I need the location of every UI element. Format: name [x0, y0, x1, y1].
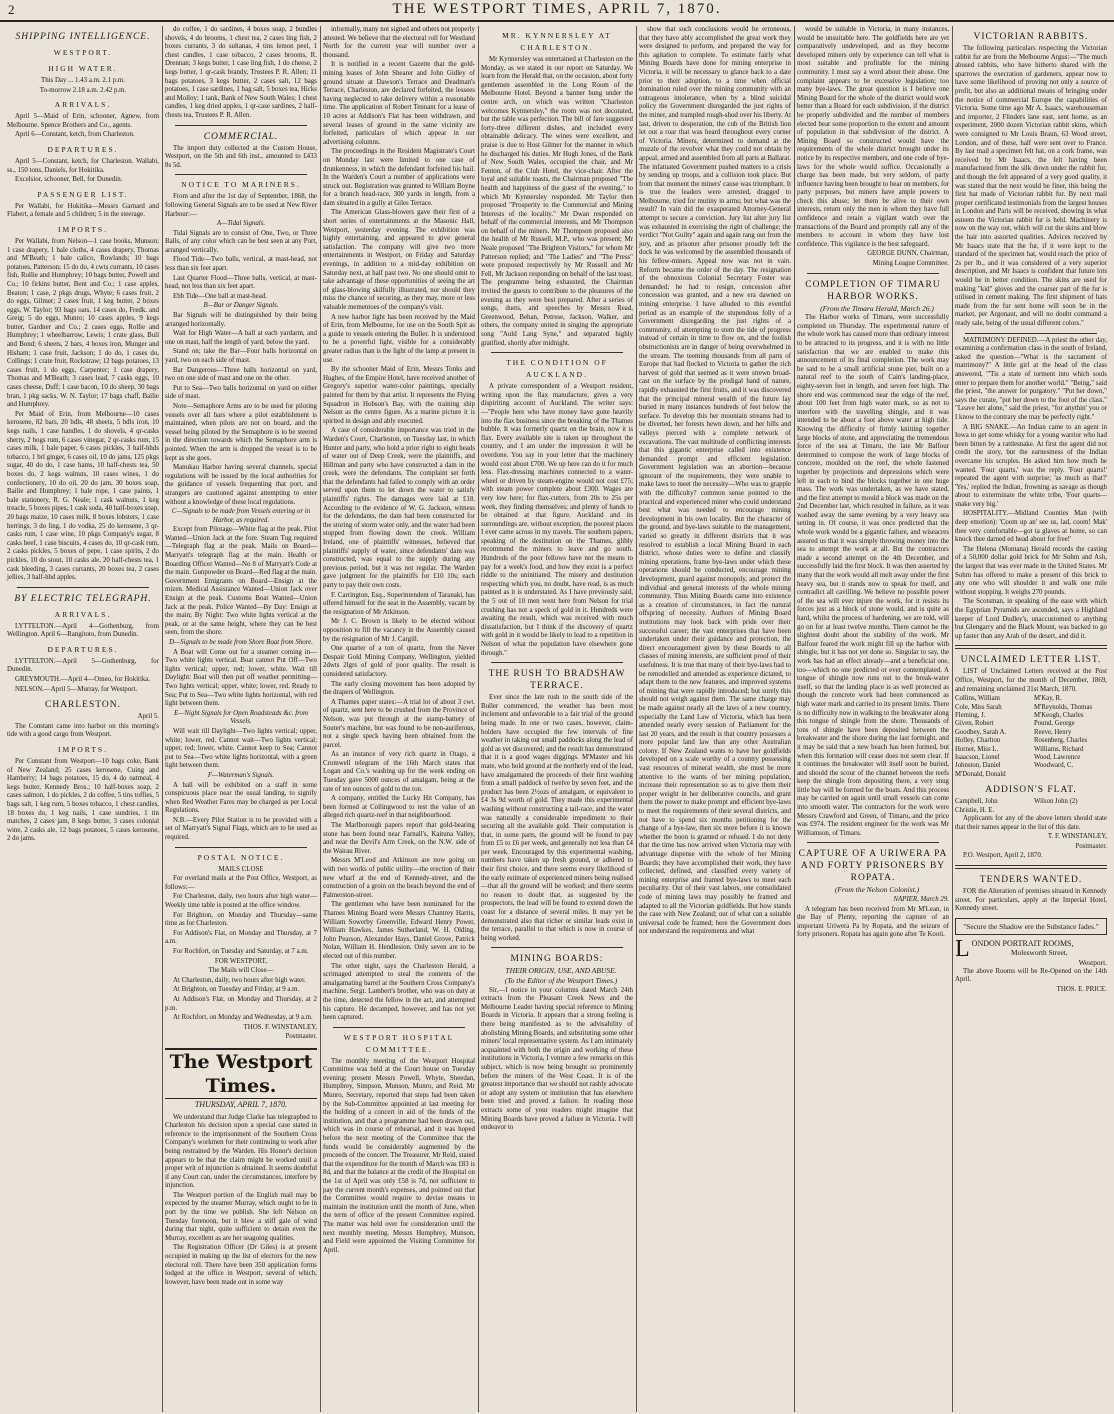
news-paragraph: By the schooner Maid of Erin, Messrs Tonks and Hughes, of the Empire Hotel, have received another of Gregory's superior water-color paintings, specially painted for them by that artist. It represents the Flying Squadron in Hobson's Bay, with the training ship Nelson as the centre figure. As a marine picture it is spirited in design and ably executed.: [323, 366, 475, 425]
shadow-notice: "Secure the Shadow ere the Substance fades.": [955, 918, 1107, 935]
commercial-heading: COMMERCIAL.: [203, 131, 279, 142]
news-paragraph: As an instance of very rich quartz in Otago, a Cromwell telegram of the 16th March states that Logan and Co.'s washing up for the week ending on Tuesday gave 5000 ounces of amalgam, being at the rate of ten ounces of gold to the ton.: [323, 751, 475, 793]
waterman-heading: F—Waterman's Signals.: [207, 771, 275, 779]
charleston-date: April 5.: [137, 713, 159, 721]
news-paragraph: The early closing movement has been adopted by the drapers of Wellington.: [323, 680, 475, 697]
postal-heading: POSTAL NOTICE.: [197, 852, 285, 862]
tide-today: This Day ... 1.43 a.m. 2.1 p.m.: [40, 77, 126, 84]
postal-line: For Charleston, daily, two hours after high water—Weekly time table is posted at the office window.: [165, 893, 317, 910]
london-address: Molesworth Street,: [1011, 948, 1068, 958]
timaru-source: (From the Timaru Herald, March 26.): [820, 303, 934, 313]
list-item: Rosenberg, Charles: [1034, 737, 1088, 745]
postmaster-signature: THOS. F. WINSTANLEY,: [243, 1023, 317, 1031]
divider: [17, 587, 149, 588]
charleston-imports-heading: IMPORTS.: [58, 745, 108, 755]
commercial-text: The import duty collected at the Custom House, Westport, on the 5th and 6th inst., amounted to £433 8s 5d.: [165, 144, 317, 169]
news-paragraph: The Marlborough papers report that gold-bearing stone has been found near Farnall's, Kaituna Valley, and near the Devil's Arm Creek, on the N.W. side of the Wairau River.: [323, 822, 475, 855]
divider: [807, 842, 939, 843]
news-paragraph: The gentlemen who have been nominated for the Thames Mining Board were Messrs Chantrey Harris, William Sowerby Greenville, Edward Henry Power, William Hawkes, James Sutherland, W. H. Olding, John Pearson, Alexander Hays, Daniel Grove, Patrick Nolan, William H. Hendlesion. Only seven are to be elected out of this number.: [323, 901, 475, 960]
mails-will-close: The Mails will Close—: [208, 967, 274, 975]
tidal-text: Tidal Signals are to consist of One, Two, or Three Balls, of any color which can be best seen at any Port, arranged vertically.: [165, 229, 317, 254]
news-paragraph: The American Glass-blowers gave their first of a short series of entertainments at the Masonic Hall, Westport, yesterday evening. The exhibition was highly entertaining, and appeared to give general satisfaction. The company will give two more entertainments in Westport, on Friday and Saturday evenings, in addition to a mid-day exhibition on Saturday next, at half past two. No one should omit to take advantage of these opportunities of seeing the art of glass-blowing skilfully illustrated, nor should they miss the chance of securing, as they may, more or less valuable mementoes of the company's visit.: [323, 209, 475, 311]
news-paragraph: A case of considerable importance was tried in the Warden's Court, Charleston, on Tuesday last, in which Hunter and party, who hold a prior right to eight heads of water out of Deep Creek, were the plaintiffs, and Hillman and party who have constructed a dam in the creek, were the defendants. The complaint set forth that the defendants had failed to comply with an order served upon them to let down the water to satisfy plaintiffs' rights. The damages were laid at £18. According to the evidence of W. G. Jackson, witness for the defendants, the dam had been constructed for the storing of storm water only, and the water had been stopped from flowing down the creek. William Ireland, one of plaintiffs' witnesses, believed that plaintiffs' supply of water, since defendants' dam was constructed, was equal to the supply during any previous period, but it was not regular. The Warden gave judgment for the plaintiffs for £10 10s; each party to pay their own costs.: [323, 427, 475, 589]
divider: [491, 662, 623, 663]
column-6: [794, 26, 952, 1412]
list-item: Woodward, C.: [1034, 762, 1074, 770]
danger-text: Bar Signals will be distinguished by their being arranged horizontally.: [165, 312, 317, 328]
list-item: Goodbey, Sarah A.: [955, 728, 1007, 736]
bradshaw-heading: THE RUSH TO BRADSHAW TERRACE.: [488, 669, 626, 692]
editorial-paragraph: We understand that Judge Clarke has telegraphed to Charleston his decision upon a special case stated in reference to the imprisonment of the Southern Cross Company's workmen for their continuing to work after being restrained by the Warden. His Honor's decision appears to be that the claim might be worked until a proper writ of injunction is obtained. It seems doubtful if any Court can, under the circumstances, interfere by injunction.: [165, 1113, 317, 1190]
news-paragraph: A Thames paper states:—A trial lot of about 3 cwt. of quartz, sent here to be crushed from the Province of Nelson, was put through at the stamp-battery of Souter's machine, but was found to be non-auriferous, not a single speck having been obtained from the parcel.: [323, 698, 475, 749]
telegraph-heading: BY ELECTRIC TELEGRAPH.: [14, 593, 152, 604]
divider: [175, 125, 307, 126]
news-paragraph: Mr J. C. Brown is likely to be elected without opposition to fill the vacancy in the Assembly caused by the resignation of Mr J. Cargill.: [323, 618, 475, 643]
arrivals-heading: ARRIVALS.: [54, 100, 112, 110]
names-left: [955, 695, 1028, 779]
d-signals-heading: D—Signals to be made from Shore Boat from Shore.: [169, 639, 313, 646]
london-signer: THOS. E. PRICE.: [1056, 985, 1107, 993]
letter-signature: GEORGE DUNN, Chairman,: [867, 250, 949, 258]
e-signals-heading: E—Night Signals for Open Roadsteads &c. from Vessels.: [174, 709, 308, 726]
manukau-text: Manukau Harbor having several channels, special regulations will be issued by the local authorities for the guidance of vessels frequenting that port, and strangers are cautioned against attempting to enter without a knowledge of these local regulations.: [165, 464, 317, 506]
addison-heading: ADDISON'S FLAT.: [985, 785, 1077, 796]
divider: [491, 947, 623, 948]
hospital-text: The monthly meeting of the Westport Hospital Committee was held at the Court house on Tuesday evening; present Messrs Powell, Whyte, Sheedan, Humphrey, Simpson, Munson, Munro, and Reid. Mr Munro, Secretary, reported that steps had been taken by the Sub-Committee appointed at last meeting for the holding of a concert in aid of the funds of the institution, and that a programme had been drawn out, which was in course of rehearsal, and it was hoped before the next meeting of the Committee that the funds would be considerably augmented by the proceeds of the concert. The Treasurer, Mr Reid, stated that the expenditure for the month of March was £83 is 8d, and that the balance at the credit of the Hospital on the 1st of April was only £58 is 7d, not sufficient to pay the current month's expenses, and pointed out that the Committee would require to devise means to maintain the institution until the month of June, when the term of office of the present Committee expired. The matter was held over for consideration until the next monthly meeting. Messrs Humphrey, Munson, and Field were appointed the Visiting Committee for April.: [323, 1057, 475, 1254]
arrival-entry: April 6—Constant, ketch, from Charleston.: [15, 131, 135, 139]
list-item: Horner, Miss L.: [955, 745, 999, 753]
telegraph-arrival: LYTTELTON.—April 4—Gothenburg, from Wellington. April 6—Rangitoto, from Dunedin.: [7, 622, 159, 639]
stand-text: Stand on; take the Bar—Four balls horizontal on yard, two on each side of mast.: [165, 348, 317, 364]
divider: [175, 174, 307, 175]
columns: [4, 26, 1110, 1412]
addison-note: Applicants for any of the above letters should state that their names appear in the list of this date.: [955, 815, 1107, 831]
waterman-text: A ball will be exhibited on a staff in some conspicuous place near the usual landing, to signify when Red Weather Fares may be charged as per Local Regulations.: [165, 781, 317, 815]
postal-line: At Rochfort, on Monday and Wednesday, at 9 a.m.: [173, 1014, 313, 1022]
list-item: Christie, H. E.: [955, 806, 995, 814]
postmaster-title: Postmaster.: [285, 1033, 317, 1041]
double-rule: [955, 645, 1107, 649]
postal-line: At Addison's Flat, on Monday and Thursday, at 2 p.m.: [165, 995, 317, 1012]
capture-source: (From the Nelson Colonist.): [834, 885, 920, 895]
danger-signals-heading: B—Bar or Danger Signals.: [203, 302, 279, 310]
drop-cap: L: [955, 936, 970, 963]
mariners-intro: From and after the 1st day of September, 1868, the following General Signals are to be used at New River Harbour:—: [165, 193, 317, 218]
imports-continued: do coffee, 1 do sardines, 4 boxes soap, 2 bundles shovels, 4 do brooms, 1 chest tea, 2 cases ling fish, 2 boxes currants, 3 do sultanas, 4 tins lemon peel, 1 chest candles, 1 case tobacco, 2 cases brooms, R. Drennan; 3 kegs butter, 1 case ling fish, 1 do cheese, 2 kegs butter, 1 qr-cask brandy, Trustees P. R. Allen; 11 bags potatoes, 3 kegs butter, 2 cases salt, 12 bags potatoes, 1 case sardines, 1 bag salt, 5 boxes tea, Hicks and Molloy; 1 tank, Bank of New South Wales; 1 chest candles, 1 keg dried apples, 1 qr-case sardines, 2 half-chests tea, Trustees P. R. Allen.: [165, 26, 317, 119]
c-signals-heading: C—Signals to be made from Vessels entering or in Harbor, as required.: [171, 508, 311, 524]
mining-text-final: would be suitable in Victoria, in many instances, would be unsuitable here. The goldfields here are yet comparatively undeveloped, and as they become developed miners only by experience can tell what is most suitable and profitable for the mining community. I must say a word about their abuse. One complaint appears to be excessive legislation; too many bye-laws. The great question is I believe one Mining Board for the whole of the district would work better than a Board for each subdivision, if the district be properly subdivided and the number of members elected bear some proportion to the extent and amount of population in that subdivision of the district. A Mining Board so constructed would have the requirements of the whole district brought under its notice by its respective members, and one code of bye-laws for the whole would suffice. Occasionally a charge has been made, but very seldom, of party influence having been brought to bear on members, for party purposes, but miners have ample powers to check this abuse; let them be alive to their own interests, return only the men in whom they have full confidence and retain a vigilant watch over the transactions of the Board and promptly call any of the members to account in whom they have lost confidence. This vigilance is the best safeguard.: [797, 26, 949, 248]
divider: [333, 1027, 465, 1028]
boat-text: A Boat will Come out for a steamer coming in—Two white lights vertical. Boat cannot Put Off—Two lights vertical; upper, red; lower, white. Wait till Daylight: Boat will then put off weather permitting—Two lights vertical; upper, white; lower, red. Ready to Sea; Put to Sea—Two white lights horizontal, with red light between them.: [165, 648, 317, 708]
column-2: [162, 26, 320, 1412]
news-paragraph: Messrs M'Leod and Atkinson are now going on with two works of public utility—the erection of their new wharf at the end of Kennedy-street, and the construction of a groin on the beach beyond the end of Palmerston-street.: [323, 857, 475, 899]
addison-signer: T. F. WINSTANLEY,: [1047, 833, 1107, 841]
bradshaw-text: Ever since the late rush to the south side of the Buller commenced, the weather has been most inclement and unfavorable to a fair trial of the ground being made. In one or two cases, however, claim-holders have occupied the few intervals of fine weather in taking out small paddocks along the lead of gold as yet discovered; and the result has demonstrated that it is a good wages diggings. M'Master and his mate, who hold ground at the northerly end of the lead, have amalgamated the proceeds of their first washing from a small paddock of twelve by seven feet, and the product has been 2½ozs of amalgam, or equivalent to £4 3s 9d worth of gold. They made this experimental washing without constructing a tail-race, and the water was naturally a considerable impediment to their securing all the available gold. Their computation is that, in some parts, the ground will be found to pay from £5 to £6 per week, and generally not less than £4 per week. Encouraged by this experimental washing, numbers have taken up fresh ground, or adhered to their first choice, and there seems every likelihood of the early estimate of experienced miners being realised—that all the ground will be worked; and there seems no reason to doubt that, as suggested by the prospectors, the lead will be found to extend down the coast for a distance of several miles. It may yet be demonstrated also that richer or similar leads exist in the terrace, parallel to that which is now in course of being worked.: [481, 694, 633, 942]
charleston-text: The Constant came into harbor on this morning's tide with a good cargo from Westport.: [7, 722, 159, 739]
list-item: Collins, William: [955, 695, 1000, 703]
mails-close: MAILS CLOSE: [218, 865, 264, 873]
editorial-paragraph: The Registration Officer (Dr Giles) is at present occupied in making up the list of electors for the new electoral roll. There have been 350 application forms lodged at the office in Westport, several of which, however, have been made out in some way: [165, 1244, 317, 1286]
editorial-paragraph: The Westport portion of the English mail may be expected by the steamer Murray, which ought to be in port by the time we publish. She left Nelson on Tuesday forenoon, but it blew a stiff gale of wind during that night, quite sufficient to detain even the Murray, excellent as are her seagoing qualities.: [165, 1191, 317, 1242]
unclaimed-names: [955, 695, 1107, 779]
imports-heading: IMPORTS.: [58, 224, 108, 234]
list-item: M'Reynolds, Thomas: [1034, 703, 1093, 711]
telegraph-departures-heading: DEPARTURES.: [47, 644, 119, 654]
capture-heading: CAPTURE OF A URIWERA PA AND FORTY PRISONERS BY ROPATA.: [798, 849, 948, 884]
sea-text: Put to Sea—Two balls horizontal on yard on either side of mast.: [165, 384, 317, 401]
timaru-text: The Harbor works of Timaru, were successfully completed on Thursday. The experimental nature of the whole work has caused more than ordinary interest to be attracted to its progress, and it is with no little satisfaction that we are enabled to make this announcement of its final completion. The work may be said to be a small artificial stone pier, built on a natural reef to the south of Cain's landing-place, eighty-seven feet in length, and seven feet high. The shore end was commenced near the edge of the reef, about 100 feet from high water mark, so as not to interfere with the travelling shingle, and it was intended to be about a foot above water at high tide. Knowing the difficulty of firmly knitting together large blocks of stone, and appreciating the tremendous force of the sea at Timaru, the late Mr Balfour determined to compose the work of large blocks of concrete, moulded on the reef, the whole fastened together by projections and depressions which were left in each to bind the blocks together in one huge mass. The work was undertaken, as we have stated, and the first attempt to mould a block was made on the 2nd December last, which resulted in failure, as it was washed away the same evening by a very heavy sea setting in. Of course, it was once predicted that the whole work would be a gigantic failure, and wiseacres assured us that it was simply throwing money into the sea to attempt the work at all. But the contractors made a second attempt on the 4th December, and successfully laid the first block. It was then asserted by many that the work would all melt away under the first heavy sea, but it stands now to speak for itself, and contradict all cavilling. We believe no possible power of the sea will ever injure the work, for it resists its forces just as a block of stone would, and is quite as hard, whilst the process of hardening, we are told, will go on for at least twelve months. There cannot be the slightest doubt about the stability of the work. Mr Balfour feared the work might fill up the harbor with shingle, but it has not yet done so. Singular to say, the work has had an effect already—and a beneficial one, too—which no one predicted or ever contemplated. A tongue of shingle now runs out to the break-water itself, so that the landing place is as well protected as though the concrete work had been commenced as high water mark and carried to its present limits. There is no difficulty now in walking to the breakwater along this tongue of shingle from the shore. Thousands of tons of shingle have been deposited between the breakwater and the shore during the last fortnight, and it may be said that a new beach has been formed, but when this formation will cease does not seem clear. If it continues the breakwater will itself soon be buried, and should the scour of the channel between the reefs keep the shingle from depositing there, a very snug little bay will be formed for the boats. And this process may be carried on again until small vessels can come into smooth water. The contractors for the work were Messrs Crawford and Green, of Timaru, and the price was £974. The resident engineer for the work was Mr Williamson, of Timaru.: [797, 314, 949, 837]
london-heading: ONDON PORTRAIT ROOMS,: [971, 939, 1074, 949]
double-rule: [955, 865, 1107, 869]
helena-text: The Helena (Montana) Herald records the casting of a 50,000 dollar gold brick for Mr Sohm and Ash, the largest that was ever made in the United States. Mr Sohm has offered to make a present of this brick to any one who will shoulder it and walk one mile without stopping. It weighs 270 pounds.: [955, 545, 1107, 596]
passenger-list-heading: PASSENGER LIST.: [37, 189, 129, 199]
telegraph-departure: LYTTELTON.—April 5—Gothenburg, for Dunedin.: [7, 657, 159, 674]
divider: [491, 352, 623, 353]
charleston-heading: CHARLESTON.: [44, 700, 121, 711]
tidal-signals-heading: A—Tidal Signals.: [216, 220, 266, 228]
column-5: [636, 26, 794, 1412]
list-item: Wilson John (2): [1034, 798, 1078, 806]
postal-intro: For overland mails at the Post Office, Westport, as follows:—: [165, 875, 317, 891]
auckland-heading: THE CONDITION OF AUCKLAND.: [506, 358, 608, 380]
hospital-heading: WESTPORT HOSPITAL COMMITTEE.: [343, 1032, 455, 1054]
column-1: [4, 26, 162, 1412]
signal-list: Except from Pilotage—White flag at the peak. Pilot Wanted—Union Jack at the fore. Steam Tug required—Telegraph flag at the peak. Mails on Board—Marryatt's telegraph flag at the main. Health or Boarding Officer Wanted—No 8 of Marryatt's Code at the main. Gunpowder on Board—Red flag at the main. Government Emigrants on Board—Ensign at the mizen. Medical Assistance Wanted—Union Jack over Ensign at the peak. Customs Boat Wanted—Union Jack at the peak. Police Wanted—By Day: Ensign at the main; By Night: Two white lights vertical at the peak, or at the same height, where they can be best seen, from the shore.: [165, 526, 317, 637]
list-item: Isaacson, Lionel: [955, 754, 1000, 761]
imports-text: Per Maid of Erin, from Melbourne—10 cases kerosene, 82 bars, 20 bdls, 48 sheets, 5 bdls iron, 10 kegs nails, 1 case handles, 1 do shovels, 4 qr-casks sherry, 2 hogs rum, 6 cases vinegar, 2 qr-casks rum, 15 cases milk, 1 bale paper, 6 cases pickles, 3 half-hhds tobacco, 1 brl ginger, 6 cases oil, 10 do jams, 125 pkgs sugar, 40 do do, 1 case hams, 10 half-chests tea, 50 boxes do, 2 kegs walnuts, 10 cases wines, 1 do confectionery, 10 do oil, 20 do jam, 30 boxes soap, Bailie and Humphrey; 1 bale rope, 1 case paints, 1 bale stationery, R. G. Neale; 1 cask walnuts, 1 keg treacle, 5 boxes pipes, 1 cask soda, 40 half-boxes soap, 20 bags maize, 10 cases milk, 8 boxes lobsters, 1 case herrings, 3 do ling, 1 do vodka, 25 do kerosene, 3 qr-casks rum, 1 case wine, 10 pkgs Company's sugar, 8 casks beef, 1 case biscuits, 4 cases do, 10 qr-cask rum, 2 casks pickles, 5 boxes of pepe, 1 case spirits, 2 do pickles, 10 do stout, 10 casks ale, 20 half-chests tea, 1 cask bleeding, 3 cases currants, 20 boxes tea, 2 cases jellies, 3 half-hhd apples.: [7, 410, 159, 582]
port-heading: WESTPORT.: [53, 48, 113, 57]
news-paragraph: A company, entitled the Lucky Hit Company, has been formed at Collingwood to test the value of an alleged rich quartz-reef in that neighbourhood.: [323, 795, 475, 820]
addison-date: P.O. Westport, April 2, 1870.: [963, 852, 1043, 860]
rabbits-text: The following particulars respecting the Victorian rabbit fur are from the Melbourne Argus:—"The much abused rabbits, who have hitherto shared with the sparrows the execration of gardeners, appear now to have some likelihood of proving not only a source of profit, but also an additional means of bringing under the notice of commercial Europe the capabilities of Victoria. Some time ago Mr A. Isaacs, warehouseman and importer, 2 Flinders lane east, sent home, as an experiment, 2000 dozen Victorian rabbit skins, which were consigned to Mr Louis Braun, 63 Wood street, London, and of these, half were sent over to France. By last mail a specimen felt hat, on a cork frame, was received by Mr Isaacs, the felt having been manufactured from the silk down under the rabbit fur, and though the felt appeared of a very good quality, it was stated that the next would be finer, this being the first hat made of Victorian rabbit fur. By next mail proper certificated testimonials from the largest houses in London and Paris will be received, showing in what esteem the Victorian rabbit fur is held. Machinery is now on the way out, which will cut the skins and blow the hair into assorted qualities. Advices received by Mr Isaacs state that the fur, if it were kept to the standard of the specimen hat, would reach the price of 2s per lb., and it was considered of a very superior description, and Mr Isaacs is confident that future lots would be in better condition. The skins are used for making "kid" gloves and the coarser part of the fur is utilised in cement making. The first shipment of hats made from the fur sent home will soon be in the market, per Argonaut, and will no doubt command a ready sale, being of the usual different colors.": [955, 45, 1107, 327]
departure-entry: Excelsior, schooner, Bell, for Dunedin.: [15, 176, 123, 184]
mining-text-continued: show that such conclusions would be erroneous, that they have ably accomplished the great work they were designed to perform, and prepared the way for this agitation to complete. To estimate fairly what Mining Boards have done for mining enterprise in Victoria, it will be necessary to glance back to a date prior to their adoption, to a time when official domination ruled over the mining community with an outrageous intolerance, when by a blind suicidal policy the Government disregarded the just rights of the miner, and trampled rough-shod over his liberty. At last, driven to desperation, the cub of the British lion let out a roar that was heard throughout every corner of Victoria. Miners, determined to demand at the muzzle of the revolver what they could not obtain by appeal, armed and assembled from all parts at Ballarat. The infatuated Government pushed matters to a crisis by sending up troops, and a collision took place. But from that moment the miners' cause was triumphant. It is true the leaders were arrested, dragged to Melbourne, tried for mutiny in arms; but what was the result? In vain did the exasperated Attorney-General attempt to secure a conviction. Jury list after jury list was exhausted in exercising the right of challenge; the verdict "Not Guilty" again and again rang out from the jury, and as prisoner after prisoner proudly left the dock he was welcomed by the assembled thousands of his fellow-miners. Appeal now was not in vain. Reform became the order of the day. The resignation of the obnoxious Colonial Secretary Foster was demanded; he had to resign, concession after concession was granted, and a new era dawned on mining enterprise. I have alluded to this eventful period as an example of the stupendous folly of a Government disregarding the just rights of a community, of attempting to stem the tide of progress instead of certain in time to flow on, and the foolish obstructionists are in danger of being overwhelmed in the stream. The teeming thousands from all parts of Europe that had flocked to Victoria to gather the rich harvest of gold that seemed as it were strewn broad-cast on the surface by the prodigal hand of nature, rapidly exhausted the first fruits, and it was discovered that the principal mineral wealth of the future lay buried in many instances hundreds of feet below the surface. To develop this her mountain streams had to be diverted, her forests hewn down, and her hills and valleys pierced with a complete network of excavations. The vast multitude of conflicting interests that this gigantic enterprise called into existence demanded prompt and efficient legislation. Government legislation was an abortion—because ignorant of the requirements, they were unable to make laws to meet the necessity—Who was to grapple with the difficulty? common sense pointed to the practical and experienced miner who could understand best what was needed to encourage mining development in his own locality. But the character of the ground, and bye-laws suitable to the management, varied so greatly in different districts that it was resolved to establish a local Mining Board in each district, whose duties were to define and classify mining operations, frame bye-laws under which these operations should be conducted, encourage mining development, guard against monopoly, and protect the individual and general interests of the whole mining community. Thus Mining Boards came into existence as a creation of circumstances, in fact the natural offspring of necessity. Authors of Mining Board institutions may look back with pride over their successful career; the vast enterprises that have been undertaken under their guidance and protection, the direct encouragement given by these Boards to all classes of mining interests, are sufficient proof of their usefulness. It is true that many of their bye-laws had to be remodelled and amended as experience dictated, to adapt them to the new features, and improved systems of mining that were rapidly introduced; but surely this should not weigh against them. The same charge may be made against nearly all the laws of a new country, especially the Land Law of Victoria, which has been amended nearly every session of Parliament for the last 20 years, and the result is that country possesses a more popular land law than any other Australian colony. If New Zealand wants to have her goldfields developed on a scale worthy of a country possessing vast resources of mineral wealth, she must be more attentive to the wants of her mining population, increase their representation so as to give them their proper weight in her deliberative councils, and grant them the power to make prompt and efficient bye-laws to meet the requirements of their several districts, and not have to spend six months petitioning for the change of a bye-law, then six more before it is known whether the boon is granted or refused. I do not deny that the time has now arrived when Victoria may with advantage dispense with the whole of her Mining Boards; they have accomplished their work, they have collected, defined, and classified every variety of mining enterprise and framed bye-laws to meet each peculiarity. Out of their vast labors, one consolidated code of mining laws may possibly be framed and adapted to all the Victorian goldfields. But how stands the case with New Zealand; out of what can a suitable universal code be framed; here the Government does not understand the requirements and what: [639, 26, 791, 936]
column-7: [952, 26, 1110, 1412]
nb-text: N.B.—Every Pilot Station is to be provided with a set of Marryatt's Signal Flags, which are to be used as required.: [165, 816, 317, 842]
telegraph-departure: NELSON.—April 5—Murray, for Westport.: [15, 685, 138, 693]
list-item: Reeve, Henry: [1034, 728, 1072, 736]
list-item: Campbell, John: [955, 798, 998, 806]
list-item: Holley, Charlton: [955, 737, 1001, 745]
newspaper-flag: The Westport Times.: [165, 1048, 317, 1099]
tide-tomorrow: To-morrow 2.18 a.m. 2.42 p.m.: [39, 86, 127, 94]
night-text: Will wait till Daylight—Two lights vertical; upper, white; lower, red. Cannot wait—Two lights vertical; upper, red; lower, white. Cannot keep to Sea; Cannot put to Sea—Two white lights horizontal, with a green light between them.: [165, 727, 317, 770]
last-quarter: Last Quarter Flood—Three balls, vertical, at mast-head, not less than six feet apart.: [165, 274, 317, 291]
mining-to-editor: (To the Editor of the Westport Times.): [504, 976, 618, 985]
capture-text: A telegram has been received from Mr M'Lean, in the Bay of Plenty, reporting the capture of an important Uriwera Pa by Ropata, and the seizure of forty prisoners. Ropata has again gone after Te Kooti.: [797, 905, 949, 939]
london-note: The above Rooms will be Re-Opened on the 14th April.: [955, 967, 1107, 984]
postal-line: For Rochfort, on Tuesday and Saturday, at 7 a.m.: [173, 948, 309, 955]
charleston-imports-text: Per Constant from Westport—10 bags coke, Bank of New Zealand; 25 cases kerosene, Cuing and Hamberry; 14 bags potatoes, 15 do, 4 do oatmeal, 4 kegs butter, Kennedy Bros.; 10 half-boxes soap, 2 cases salmon, 1 do pickles, 2 do coffee, 5 tins toffies, 5 bags salt, 1 keg rum, 5 boxes tobacco, 1 chest candles, 18 boxes do, 1 keg nails, 1 case sundries, 1 tin matches, 2 cases jam, 8 kegs butter, 3 cases colonial wine, 2 casks ale, 12 bags potatoes, 5 cases kerosene, 2 do jams.: [7, 758, 159, 843]
list-item: M'Keogh, Charles: [1034, 711, 1084, 719]
unclaimed-intro: LIST of Unclaimed Letters received at the Post Office, Westport, for the month of December, 1869, and remaining unclaimed 31st March, 1870.: [955, 668, 1107, 693]
dangerous-text: Bar Dangerous—Three balls horizontal on yard, two on one side of mast and one on the other.: [165, 366, 317, 383]
news-paragraph: One quarter of a ton of quartz, from the Never Despair Gold Mining Company, Wellington, yielded 2dwts 2lgrs of gold of poor quality. The result is considered satisfactory.: [323, 645, 475, 678]
for-westport: FOR WESTPORT,: [214, 957, 268, 965]
matrimony-text: MATRIMONY DEFINED.—A priest the other day, examining a confirmation class in the south of Ireland, asked the question—"What is the sacrament of matrimony?" A little girl at the head of the class answered, "'Tis a state of torment into which souls enter to prepare them for another world." "Being," said the priest, "the answer for purgatory." "Put her down," says the curate, "put her down to the foot of the class." "Leave her alone," said the priest, "for anythin' you or I know to the contrary she may be perfectly right.": [955, 336, 1107, 421]
list-item: Williams, Richard: [1034, 745, 1084, 753]
divider: [175, 847, 307, 848]
departure-entry: April 5—Constant, ketch, for Charleston. Wallabi, ss., 150 tons, Daniels, for Hokitika.: [7, 157, 159, 174]
wait-text: Wait for High Water—A ball at each yardarm, and one on mast, half the length of yard, below the yard.: [165, 330, 317, 346]
tenders-text: FOR the Alteration of premises situated in Kennedy street. For particulars, apply at the Imperial Hotel, Kennedy street.: [955, 888, 1107, 913]
postal-line: At Charleston, daily, two hours after high water.: [173, 976, 306, 984]
hospitality-text: HOSPITALITY.—Midland Counties Man (with deep emotion): 'Coom up an' see us, lad, coom! Mak' thee very comfortable—got ta glaves at home, so can knock thee darned ed head about for free!': [955, 510, 1107, 544]
news-paragraph: A new harbor light has been received by the Maid of Erin, from Melbourne, for use on the South Spit as a guide to vessels entering the Buller. It is understood to be a powerful light, visible for a considerably greater radius than is the light of the lamp at present in use.: [323, 313, 475, 364]
mariners-heading: NOTICE TO MARINERS.: [181, 180, 301, 190]
news-paragraph: The other night, says the Charleston Herald, a scrimaged attempted to steal the contents of the amalgamating barrel at the Southern Cross Company's machine. Sergt. Lambert's brother, who was on duty at the time, detected the fellow in the act, and attempted his capture. He decamped, however, and has not yet been captured.: [323, 962, 475, 1022]
ebb-tide: Ebb Tide—One ball at mast-head.: [173, 292, 267, 300]
letter-signature-title: Mining League Committee.: [872, 260, 949, 268]
mining-subheading: THEIR ORIGIN, USE, AND ABUSE.: [505, 966, 617, 976]
flood-tide: Flood Tide—Two balls, vertical, at mast-head, not less than six feet apart.: [165, 256, 317, 273]
timaru-heading: COMPLETION OF TIMARU HARBOR WORKS.: [805, 279, 941, 302]
london-city: Westport.: [1078, 958, 1107, 968]
mining-text: Sir,—I notice in your columns dated March 24th extracts from the Pleasant Creek News and the Melbourne Leader having special reference to Mining Boards in Victoria. It appears that a strong feeling is there being manifested as to the advisability of abolishing Mining Boards, and substituting some other miners' local representative system. As I am intimately acquainted with both the origin and working of these institutions in Victoria, I venture a few remarks on this subject, which is now being brought so prominently before the miners of the West Coast. It is of the greatest importance that we should not rashly advocate or adopt any system or institution that has elsewhere been tried and proved a failure. In reading those extracts some of your readers might imagine that Mining Boards have proved a failure in Victoria. I will endeavor to: [481, 986, 633, 1132]
london-portrait-ad: [955, 936, 1107, 994]
high-water-heading: HIGH WATER.: [48, 64, 118, 73]
postal-line: For Brighton, on Monday and Thursday—same time as for Charleston.: [165, 911, 317, 928]
column-4: [478, 26, 636, 1412]
telegraph-departure: GREYMOUTH.—April 4—Omeo, for Hokitika.: [15, 676, 151, 684]
kynnersley-text: Mr Kynnersley was entertained at Charleston on the Monday, as we stated in our report on Saturday. We learn from the Herald that, on the occasion, about forty gentlemen assembled in the Long Room of the Melbourne Hotel. Beyond a banner hung under the centre arch, on which was written "Charleston welcomes Kynnersley," the room was not decorated, but the table was perfection. The bill of fare suggested forty-three different dishes, and included every obtainable delicacy. The wines were excellent, and praise is due to Host Gilmer for the manner in which he discharged his duties. Mr Hugh Jones, of the Bank of New South Wales, occupied the chair, and Mr Fenton, of the Club Hotel, the vice-chair. After the loyal and suitable toasts, the Chairman proposed "The health and happiness of the guest of the evening," to which Mr Kynnersley responded. Mr Taylor then proposed "Prosperity to the Commercial and Mining Interests of the locality." Mr Dwan responded on behalf of the commercial interests, and Mr Thompson on behalf of the miners. Mr Thompson proposed also the health of Mr Russell, M.P., who was present; Mr Neale proposed "The Brighton Visitors," for whom Mr Patterson replied; and "The Ladies" and "The Press" were proposed respectively by Mr Russell and Mr Fell, Mr Jackson responding on behalf of the last toast. The programme being exhausted, the Chairman invited the guests to contribute to the pleasures of the evening as they were best prepared. After a series of songs, duets, and speeches by Messrs Read, Greenwood, Behan, Petrese, Jackson, Walker, and others, the company united in singing the appropriate song "Auld Lang Syne," and separated highly gratified, shortly after midnight.: [481, 56, 633, 347]
snake-text: A BIG SNAKE.—An Indian came to an agent in Iowa to get some whisky for a young warrior who had been bitten by a rattlesnake. At first the agent did not credit the story, but the earnestness of the Indian overcame his scruples. He asked him how much he wanted. 'Four quarts,' was the reply. 'Four quarts!' repeated the agent with surprise; 'as much as that?' 'Yes,' replied the Indian, frowning as savage as though about to exterminate the white tribe, 'Four quarts—snake very big.': [955, 423, 1107, 508]
departures-heading: DEPARTURES.: [47, 144, 119, 154]
scotsman-text: The Scotsman, in speaking of the ease with which the Egyptian Pyramids are ascended, says a Highland keeper of Lord Dudley's, unaccustomed to anything but Glengarry and the Black Mount, was backed to go up faster than any Arab of the desert, and did it.: [955, 598, 1107, 640]
telegraph-arrivals-heading: ARRIVALS.: [54, 609, 112, 619]
divider: [807, 273, 939, 274]
news-paragraph: informally, many not signed and others not properly attested. We believe that the electoral roll for Westland North for the current year will number over a thousand.: [323, 26, 475, 59]
unclaimed-heading: UNCLAIMED LETTER LIST.: [960, 655, 1102, 666]
list-item: Johnston, Daniel: [955, 762, 1001, 770]
tenders-heading: TENDERS WANTED.: [979, 875, 1083, 885]
list-item: M'Donald, Donald: [955, 770, 1006, 778]
page-header-title: THE WESTPORT TIMES, APRIL 7, 1870.: [392, 1, 722, 17]
masthead: [0, 0, 1114, 22]
addison-names: [955, 798, 1107, 815]
shipping-heading: SHIPPING INTELLIGENCE.: [15, 32, 151, 42]
page-number: 2: [8, 2, 15, 17]
issue-date: THURSDAY, APRIL 7, 1870.: [194, 1099, 288, 1109]
postal-line: At Brighton, on Tuesday and Friday, at 9 a.m.: [173, 986, 300, 994]
capture-dateline: NAPIER, March 29.: [893, 896, 949, 904]
kynnersley-heading: MR. KYNNERSLEY AT CHARLESTON.: [502, 31, 612, 52]
divider: [965, 333, 1097, 334]
list-item: Wood, Lawrence: [1034, 754, 1081, 761]
list-item: Given, Robert: [955, 720, 994, 728]
note-text: Note—Semaphore Arms are to be used for piloting vessels over all bars where a pilot establishment is maintained, when pilots are not on board, and the vessel being piloted by the Semaphore is to be steered in the direction towards which the Semaphore arm is pointed. When the arm is dropped the vessel is to be kept as she goes.: [165, 402, 317, 462]
list-item: Pound, George: [1034, 720, 1075, 728]
news-paragraph: F. Carrington, Esq., Superintendent of Taranaki, has offered himself for the seat in the Assembly, vacant by the resignation of Mr Atkinson.: [323, 591, 475, 616]
list-item: M'Kay, R.: [1034, 695, 1062, 703]
news-paragraph: The proceedings in the Resident Magistrate's Court on Monday last were limited to one case of drunkenness, in which the defendant forfeited his bail. In the Warden's Court a number of applications were struck out. Registration was granted to William Boyne for a branch head-race, 300 yards in length, from a dam situated in a gully at Giles Terrace.: [323, 148, 475, 207]
mining-heading: MINING BOARDS:: [510, 954, 604, 965]
news-paragraph: It is notified in a recent Gazette that the gold-mining leases of John Shearer and John Gidley of ground situate at Dawson's Terrace and Deadman's Terrace, Charleston, are declared forfeited, the lessees having neglected to take delivery within a reasonable time. The application of Robert Tennant for a lease of 10 acres at Addison's Flat has been withdrawn, and several leases of ground in the same vicinity are forfeited, particulars of which appear in our advertising columns.: [323, 61, 475, 146]
list-item: Cole, Miss Sarah: [955, 703, 1002, 711]
rabbits-heading: VICTORIAN RABBITS.: [973, 32, 1089, 42]
column-3: [320, 26, 478, 1412]
addison-signer-title: Postmaster.: [1075, 842, 1107, 850]
list-item: Fleming, J.: [955, 711, 986, 719]
imports-text: Per Wallabi, from Nelson—1 case books, Munson; 1 case drapery, 1 bale cloths, 4 cases drapery, Thomas and M'Beath; 1 bale calico, Rowlands; 10 bags potatoes, Patterson; 15 do do, 4 cwts currants, 10 cases fish, Rollie and Humphrey; 10 bags butter, Powell and Co.; 10 firkins butter, Bent and Co.; 1 case apples, Beaton; 1 case, 2 pkgs drugs, Whyte; 6 cases fruit, 2 do eggs, Gilmer; 2 cases fruit, 1 keg butter, 2 boxes eggs, W. Taylor; 93 bags oats, 14 cases do, Fredk. and Greig; 5 do eggs, Munro; 10 cases apples, 9 kegs butter, Gardner and Co.; 2 cases eggs, Rollie and Humphrey; 1 wheelbarrow, Lewis; 1 crate glass, Bull and Bond; 6 sheets, 2 bars, 4 boxes iron, Munger and Hisham; 1 case fruit, Jackson; 1 do do, 1 cases do, Collings; 1 crate fruit, Rockstraw; 12 bags potatoes, 13 cases fruit, 1 do eggs, Carpenter; 1 case drapery, Thomas and M'Beath; 3 cases lead, 7 casks eggs, 10 cases cheese, Duff; 1 case bacon, 10 do sheep, 30 bags bran, 1 pkg sacks, W. N. Taylor; 17 bags chaff, Bailie and Humphrey.: [7, 237, 159, 409]
arrival-entry: April 5—Maid of Erin, schooner, Agnew, from Melbourne. Spence Brothers and Co., agents.: [7, 113, 159, 129]
passenger-entry: Per Wallabi, for Hokitika—Messrs Garnard and Flabert, a female and 5 children; 5 in the steerage.: [7, 202, 159, 219]
names-right: [1034, 695, 1107, 779]
postal-line: For Addison's Flat, on Monday and Thursday, at 7 a.m.: [165, 929, 317, 946]
auckland-text: A private correspondent of a Westport resident, writing upon the flax manufacture, gives a very dispiriting account of Auckland. The writer says:—"People here who have money have gone heavily into the flax business since the breaking of the Thames bubble. It was formerly quartz on the brain, now it is flax. Every available site is taken up throughout the country, and I am under the impression it will be overdone. You say in your letter that the machinery would cost about £700. We up here can do it for much less. Flax-dressing machines connected to a water-wheel or driven by steam-engine would not cost £75; with steam power complete about £300. Wages are very low here; for flax-cutters, from 20s to 25s per week, they finding themselves; and plenty of hands to be obtained at that figure. Auckland and its surroundings are, without exception, the poorest places I ever came across in my travels. The southern papers, speaking of the destitution on the Thames, glibly recommend the miners to leave and go south. Hundreds of the poor fellows have not the means to pay for a week's food, and how they exist is a perfect riddle to the uninitiated. The misery and destitution respecting which you, no doubt, have read, is as much painted as it is understated. As I have previously said, the 5 out of 10 men went here from Nelson for trial crushing has not a speck of gold in it. Hundreds were awaiting the result, which was received with much dissatisfaction, but I think if the discovery of quartz with gold in it would be likely to lead to a repetition in Nelson of what the population have elsewhere gone through.": [481, 383, 633, 657]
